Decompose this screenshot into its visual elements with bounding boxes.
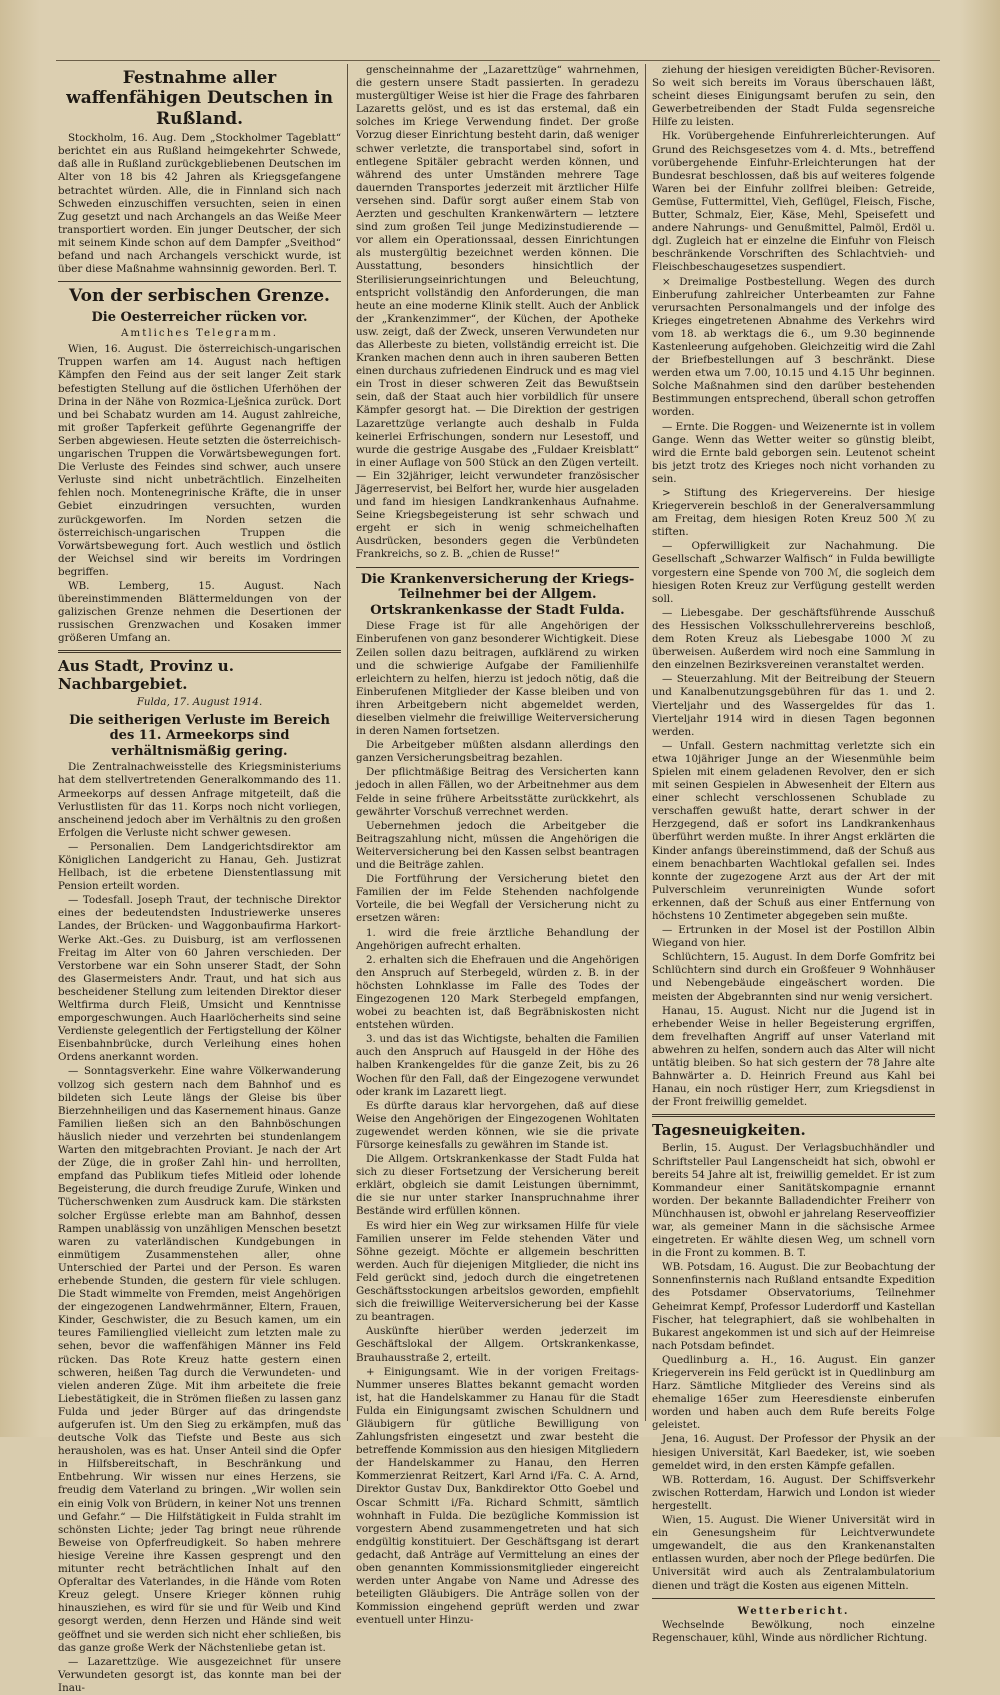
article-kv-intro: Diese Frage ist für alle Angehörigen der Einberufenen von ganz besonderer Wichtigkeit. Diese Zeilen sollen dazu beitragen, aufklärend zu wirken und die schwierige Aufgabe der Familienhilfe erleichtern zu helfen, hierzu ist jedoch nötig, daß die Einberufenen Mitglieder der Kasse bleiben und von ihren Arbeitgebern nicht abgemeldet werden, dieselben vielmehr die freiwillige Weiterversicherung in deren Namen fortsetzen. <box>356 620 639 738</box>
column-3 <box>652 64 935 1644</box>
section-title-tagesneuigkeiten: Tagesneuigkeiten. <box>652 1121 806 1140</box>
headline-verluste: Die seitherigen Verluste im Bereich des 11. Armeekorps sind verhältnismäßig gering. <box>69 712 330 759</box>
divider <box>356 567 639 568</box>
column-rule-1 <box>347 64 348 1421</box>
section-divider <box>58 650 341 653</box>
weather-title: Wetterbericht. <box>737 1604 850 1617</box>
column-2 <box>356 64 639 1627</box>
article-einfuhr: Hk. Vorübergehende Einfuhrerleichterungen. Auf Grund des Reichsgesetzes vom 4. d. Mts., betreffend vorübergehende Einfuhr-Erleichterungen hat der Bundesrat beschlossen, daß bis auf weiteres folgende Waren bei der Einfuhr zollfrei bleiben: Getreide, Gemüse, Futtermittel, Vieh, Geflügel, Fleisch, Fische, Butter, Schmalz, Eier, Käse, Mehl, Speisefett und andere Nahrungs- und Genußmittel, Palmöl, Erdöl u. dgl. Zugleich hat er einzelne die Einfuhr von Fleisch beschränkende Vorschriften des Schlachtvieh- und Fleischbeschaugesetzes suspendiert. <box>652 130 935 274</box>
article-ertrunken: — Ertrunken in der Mosel ist der Postillon Albin Wiegand von hier. <box>652 924 935 950</box>
article-wien: Wien, 16. August. Die österreichisch-ungarischen Truppen warfen am 14. August nach heftigen Kämpfen den Feind aus der seit langer Zeit stark befestigten Stellung auf die östlichen Uferhöhen der Drina in der Nähe von Rozmica-Lješnica zurück. Dort und bei Schabatz wurden am 14. August zahlreiche, mit großer Tapferkeit geführte Gegenangriffe der Serben abgewiesen. Heute setzten die österreichisch-ungarischen Truppen die Vorwärtsbewegungen fort. Die Verluste des Feindes sind schwer, auch unsere Verluste sind nicht unbeträchtlich. Einzelheiten fehlen noch. Montenegrinische Kräfte, die in unser Gebiet einzudringen versuchten, wurden zurückgeworfen. Im Norden setzen die österreichisch-ungarischen Truppen die Vorwärtsbewegung fort. Auch westlich und östlich der Weichsel sind wir bereits im Vordringen begriffen. <box>58 343 341 578</box>
article-rotterdam: WB. Rotterdam, 16. August. Der Schiffsverkehr zwischen Rotterdam, Harwich und London ist wieder hergestellt. <box>652 1473 935 1512</box>
list-item-2: 2. erhalten sich die Ehefrauen und die Angehörigen den Anspruch auf Sterbegeld, würden z. B. in der höchsten Lohnklasse im Falle des Todes der Eingezogenen 120 Mark Sterbegeld empfangen, wobei zu beachten ist, daß Begräbniskosten nicht entstehen würden. <box>356 953 639 1032</box>
headline-festnahme: Festnahme aller waffenfähigen Deutschen in Rußland. <box>66 68 333 129</box>
column-rule-2 <box>645 64 646 1421</box>
divider <box>58 281 341 282</box>
article-kv-auskuenfte: Auskünfte hierüber werden jederzeit im Geschäftslokal der Allgem. Ortskrankenkasse, Brauhausstraße 2, erteilt. <box>356 1325 639 1364</box>
subheadline-oesterreicher: Die Oesterreicher rücken vor. <box>91 309 308 325</box>
article-kv-ortskrankenkasse: Die Allgem. Ortskrankenkasse der Stadt Fulda hat sich zu dieser Fortsetzung der Versicherung bereit erklärt, obgleich sie damit Leistungen übernimmt, die sie nur unter starker Inanspruchnahme ihrer Bestände wird erfüllen können. <box>356 1153 639 1218</box>
headline-serbische-grenze: Von der serbischen Grenze. <box>69 286 330 307</box>
article-kv-weg: Es wird hier ein Weg zur wirksamen Hilfe für viele Familien unserer im Felde stehenden Väter und Söhne gezeigt. Möchte er allgemein beschritten werden. Auch für diejenigen Mitglieder, die nicht ins Feld gerückt sind, jedoch durch die eingetretenen Geschäftsstockungen arbeitslos geworden, empfiehlt sich die freiwillige Weiterversicherung bei der Kasse zu beantragen. <box>356 1219 639 1324</box>
article-opferwilligkeit: — Opferwilligkeit zur Nachahmung. Die Gesellschaft „Schwarzer Walfisch“ in Fulda bewilligte vorgestern eine Spende von 700 ℳ, die sogleich dem hiesigen Roten Kreuz zur Verfügung gestellt werden soll. <box>652 540 935 605</box>
divider <box>652 1598 935 1599</box>
article-todesfall: — Todesfall. Joseph Traut, der technische Direktor eines der bedeutendsten Industriewerke unseres Landes, der Brücken- und Waggonbaufirma Harkort-Werke Akt.-Ges. zu Duisburg, ist am verflossenen Freitag im Alter von 60 Jahren verschieden. Der Verstorbene war ein Sohn unserer Stadt, der Sohn des Glasermeisters Andr. Traut, und hat sich aus bescheidener Stellung zum leitenden Direktor dieser Weltfirma durch Fleiß, Umsicht und Kenntnisse emporgeschwungen. Auch Haarlöcherheits sind seine Verdienste gelegentlich der Fertigstellung der Kölner Eisenbahnbrücke, durch Verleihung eines hohen Ordens anerkannt worden. <box>58 894 341 1064</box>
article-hanau: Hanau, 15. August. Nicht nur die Jugend ist in erhebender Weise in heller Begeisterung ergriffen, dem frevelhaften Angriff auf unser Vaterland mit abwehren zu helfen, sondern auch das Alter will nicht untätig bleiben. So hat sich gestern der 78 Jahre alte Bahnwärter a. D. Heinrich Freund aus Kahl bei Hanau, ein noch rüstiger Herr, zum Kriegsdienst in der Front freiwillig gemeldet. <box>652 1004 935 1109</box>
headline-krankenversicherung: Die Krankenversicherung der Kriegs-Teilnehmer bei der Allgem. Ortskrankenkasse der Stadt Fulda. <box>360 571 635 618</box>
article-schluechtern: Schlüchtern, 15. August. In dem Dorfe Gomfritz bei Schlüchtern sind durch ein Großfeuer 9 Wohnhäuser und Nebengebäude eingeäschert worden. Die meisten der Abgebrannten sind nur wenig versichert. <box>652 951 935 1003</box>
section-divider <box>652 1114 935 1117</box>
article-kv-arbeitgeber: Die Arbeitgeber müßten alsdann allerdings den ganzen Versicherungsbeitrag bezahlen. <box>356 739 639 765</box>
article-zentralnachweisstelle: Die Zentralnachweisstelle des Kriegsministeriums hat dem stellvertretenden Generalkommando des 11. Armeekorps auf dessen Anfrage mitgeteilt, daß die Verlustlisten für das 11. Korps noch nicht vorliegen, anscheinend jedoch aber im Verhältnis zu den großen Erfolgen die Verluste nicht schwer gewesen. <box>58 761 341 839</box>
article-personalien: — Personalien. Dem Landgerichtsdirektor am Königlichen Landgericht zu Hanau, Geh. Justizrat Hellbach, ist die erbetene Dienstentlassung mit Pension erteilt worden. <box>58 840 341 893</box>
list-item-1: 1. wird die freie ärztliche Behandlung der Angehörigen aufrecht erhalten. <box>356 926 639 952</box>
article-wien-universitaet: Wien, 15. August. Die Wiener Universität wird in ein Genesungsheim für Leichtverwundete umgewandelt, die aus den Krankenanstalten entlassen wurden, aber noch der Pflege bedürfen. Die Universität wird auch als Zentralambulatorium dienen und trägt die Kosten aus eigenen Mitteln. <box>652 1514 935 1592</box>
article-kv-wohltaten: Es dürfte daraus klar hervorgehen, daß auf diese Weise den Angehörigen der Eingezogenen Wohltaten zugewendet werden können, wie sie die private Fürsorge keinesfalls zu gewähren im Stande ist. <box>356 1099 639 1151</box>
article-berlin: Berlin, 15. August. Der Verlagsbuchhändler und Schriftsteller Paul Langenscheidt hat sich, obwohl er bereits 54 Jahre alt ist, freiwillig gemeldet. Er ist zum Kommandeur einer Sanitätskompagnie ernannt worden. Der bekannte Balladendichter Freiherr von Münchhausen ist, obwohl er jahrelang Reserveoffizier war, als gemeiner Mann in die sächsische Armee eingetreten. Er wählte diesen Weg, um schnell vorn in die Front zu kommen. B. T. <box>652 1142 935 1260</box>
top-rule <box>56 60 940 61</box>
article-jena: Jena, 16. August. Der Professor der Physik an der hiesigen Universität, Karl Baedeker, ist, wie soeben gemeldet wird, in den ersten Kämpfe gefallen. <box>652 1433 935 1472</box>
dateline-fulda: Fulda, 17. August 1914. <box>136 696 263 709</box>
article-unfall: — Unfall. Gestern nachmittag verletzte sich ein etwa 10jähriger Junge an der Wiesenmühle beim Spielen mit einem geladenen Revolver, den er sich mit seinen Gespielen in Abwesenheit der Eltern aus einer schlecht verschlossenen Schublade zu verschaffen gewußt hatte, derart schwer in der Herzgegend, daß er sofort ins Landkrankenhaus überführt werden mußte. In ihrer Angst erklärten die Kinder anfangs übereinstimmend, daß der Schuß aus einem benachbarten Wachtlokal gefallen sei. Indes konnte der zugezogene Arzt aus der Art der mit Pulverschleim verunreinigten Wunde sofort erkennen, daß der Schuß aus einer Entfernung von höchstens 10 Zentimeter abgegeben sein mußte. <box>652 739 935 922</box>
article-einigungsamt-cont: ziehung der hiesigen vereidigten Bücher-Revisoren. So weit sich bereits im Voraus überschauen läßt, scheint dieses Einigungsamt berufen zu sein, den Gewerbetreibenden der Stadt Fulda segensreiche Hilfe zu leisten. <box>652 64 935 129</box>
article-kriegerverein: > Stiftung des Kriegervereins. Der hiesige Kriegerverein beschloß in der Generalversammlung am Freitag, dem hiesigen Roten Kreuz 500 ℳ zu stiften. <box>652 487 935 539</box>
article-postbestellung: × Dreimalige Postbestellung. Wegen des durch Einberufung zahlreicher Unterbeamten zur Fahne verursachten Personalmangels und der infolge des Krieges eingetretenen Abnahme des Verkehrs wird vom 18. ab werktags die 6., um 9.30 beginnende Kastenleerung aufgehoben. Gleichzeitig wird die Zahl der Briefbestellungen auf 3 beschränkt. Diese werden etwa um 7.00, 10.15 und 4.15 Uhr beginnen. Solche Maßnahmen sind den darüber bestehenden Bestimmungen entsprechend, überall schon getroffen worden. <box>652 275 935 419</box>
list-item-3: 3. und das ist das Wichtigste, behalten die Familien auch den Anspruch auf Hausgeld in der Höhe des halben Krankengeldes für die ganze Zeit, bis zu 26 Wochen für den Fall, daß der Eingezogene verwundet oder krank im Lazarett liegt. <box>356 1033 639 1098</box>
column-1 <box>58 64 341 1694</box>
section-title-stadt: Aus Stadt, Provinz u. Nachbargebiet. <box>58 657 234 694</box>
article-liebesgabe: — Liebesgabe. Der geschäftsführende Ausschuß des Hessischen Volksschullehrervereins beschloß, dem Roten Kreuz als Liebesgabe 1000 ℳ zu überweisen. Außerdem wird noch eine Sammlung in den einzelnen Bezirksvereinen veranstaltet werden. <box>652 606 935 672</box>
article-potsdam: WB. Potsdam, 16. August. Die zur Beobachtung der Sonnenfinsternis nach Rußland entsandte Expedition des Potsdamer Observatoriums, Teilnehmer Geheimrat Kempf, Professor Luderdorff und Kastellan Fischer, hat telegraphiert, daß sie wohlbehalten in Bukarest angekommen ist und sich auf der Heimreise nach Potsdam befindet. <box>652 1261 935 1352</box>
article-kv-beitrag: Der pflichtmäßige Beitrag des Versicherten kann jedoch in allen Fällen, wo der Arbeitnehmer aus dem Felde in seine frühere Arbeitsstätte zurückkehrt, als gewährter Vorschuß verrechnet werden. <box>356 766 639 818</box>
article-einigungsamt: + Einigungsamt. Wie in der vorigen Freitags-Nummer unseres Blattes bekannt gemacht worden ist, hat die Handelskammer zu Hanau für die Stadt Fulda ein Einigungsamt zwischen Schuldnern und Gläubigern für gütliche Bewilligung von Zahlungsfristen eingesetzt und zwar besteht die betreffende Kommission aus den hiesigen Mitgliedern der Handelskammer zu Hanau, den Herren Kommerzienrat Reitzert, Karl Arnd i/Fa. C. A. Arnd, Direktor Gustav Dux, Bankdirektor Otto Goebel und Oscar Schmitt i/Fa. Richard Schmitt, sämtlich wohnhaft in Fulda. Die bezügliche Kommission ist vorgestern Abend zusammengetreten und hat sich endgültig konstituiert. Der Geschäftsgang ist derart gedacht, daß Anträge auf Vermittelung an eines der oben genannten Kommissionsmitglieder eingereicht werden unter Angabe von Name und Adresse des beteiligten Gläubigers. Die Anträge sollen von der Kommission eingehend geprüft werden und zwar eventuell unter Hinzu- <box>356 1365 639 1627</box>
weather-report: Wechselnde Bewölkung, noch einzelne Regenschauer, kühl, Winde aus nördlicher Richtung. <box>652 1618 935 1644</box>
article-sonntagsverkehr: — Sonntagsverkehr. Eine wahre Völkerwanderung vollzog sich gestern nach dem Bahnhof und es bildeten sich Leute längs der Gleise bis über Bierzehnheiligen und das Kasernement hinaus. Ganze Familien ließen sich an den Bahnböschungen häuslich nieder und verzehrten bei stundenlangem Warten den mitgebrachten Proviant. Je nach der Art der Züge, die in großer Zahl hin- und herrollten, empfand das Publikum tiefes Mitleid oder lohende Begeisterung, die durch freudige Zurufe, Winken und Tücherschwenken zum Ausdruck kam. Die stärksten solcher Ergüsse erlebte man am Bahnhof, dessen Rampen unablässig von unzähligen Menschen besetzt waren zu vaterländischen Kundgebungen in einmütigem Zusammenstehen aller, ohne Unterschied der Partei und der Person. Es waren erhebende Stunden, die gestern für viele schlugen. Die Stadt wimmelte von Fremden, meist Angehörigen der eingezogenen Landwehrmänner, Eltern, Frauen, Kinder, Geschwister, die zu Besuch kamen, um ein teures Familienglied vielleicht zum letzten male zu sehen, bevor die waffenfähigen Männer ins Feld rücken. Das Rote Kreuz hatte gestern einen schweren, heißen Tag durch die Verwundeten- und vielen anderen Züge. Mit ihm arbeitete die freie Liebestätigkeit, die in Strömen fließen zu lassen ganz Fulda und jeder Bürger auf das dringendste aufgerufen ist. Um den Sieg zu erkämpfen, muß das deutsche Volk das Tiefste und Beste aus sich herausholen, was es hat. Unser Anteil sind die Opfer in Hilfsbereitschaft, in Beschränkung und Entbehrung. Wir wissen nur eines Herzens, sie freudig dem Vaterland zu bringen. „Wir wollen sein ein einig Volk von Brüdern, in keiner Not uns trennen und Gefahr.“ — Die Hilfstätigkeit in Fulda strahlt im schönsten Lichte; jeder Tag bringt neue rührende Beweise von Opferfreudigkeit. So haben mehrere hiesige Vereine ihre Kassen gesprengt und den mitunter recht beträchtlichen Inhalt auf den Opferaltar des Vaterlandes, in die Hände vom Roten Kreuz gelegt. Unsere Krieger können ruhig hinausziehen, es wird für sie und für Weib und Kind gesorgt werden, denn Herzen und Hände sind weit geöffnet und sie werden sich nicht eher schließen, bis das ganze große Werk der Nächstenliebe getan ist. <box>58 1065 341 1654</box>
article-steuerzahlung: — Steuerzahlung. Mit der Beitreibung der Steuern und Kanalbenutzungsgebühren für das 1. und 2. Vierteljahr und des Wassergeldes für das 1. Vierteljahr 1914 wird in diesen Tagen begonnen werden. <box>652 673 935 738</box>
article-kv-uebernehmen: Uebernehmen jedoch die Arbeitgeber die Beitragszahlung nicht, müssen die Angehörigen die Weiterversicherung bei den Kassen selbst beantragen und die Beiträge zahlen. <box>356 819 639 872</box>
article-lazarettzuege: — Lazarettzüge. Wie ausgezeichnet für unsere Verwundeten gesorgt ist, das konnte man bei der Inau- <box>58 1655 341 1694</box>
telegram-label: Amtliches Telegramm. <box>121 327 278 340</box>
article-ernte: — Ernte. Die Roggen- und Weizenernte ist in vollem Gange. Wenn das Wetter weiter so günstig bleibt, wird die Ernte bald geborgen sein. Leutenot scheint bis jetzt trotz des Krieges noch nicht vorhanden zu sein. <box>652 420 935 485</box>
article-kv-vorteile: Die Fortführung der Versicherung bietet den Familien der im Felde Stehenden nachfolgende Vorteile, die bei Wegfall der Versicherung nicht zu ersetzen wären: <box>356 873 639 925</box>
article-lazarettzuege-cont: genscheinnahme der „Lazarettzüge“ wahrnehmen, die gestern unsere Stadt passierten. In geradezu mustergültiger Weise ist hier die Frage des fahrbaren Lazaretts gelöst, und es ist das erstemal, daß ein solches im Kriege Verwendung findet. Der große Vorzug dieser Einrichtung besteht darin, daß weniger schwer verletzte, die transportabel sind, sofort in entlegene Spitäler gebracht werden können, und während des unter Umständen mehrere Tage dauernden Transportes jederzeit mit ärztlicher Hilfe versehen sind. Dafür sorgt außer einem Stab von Aerzten und geschulten Krankenwärtern — letztere sind zum großen Teil junge Medizinstudierende — vor allem ein Operationssaal, dessen Einrichtungen als mustergültig bezeichnet werden können. Die Ausstattung, besonders hinsichtlich der Sterilisierungseinrichtungen und Beleuchtung, entspricht vollständig den Anforderungen, die man heute an eine moderne Klinik stellt. Auch der Anblick der „Krankenzimmer“, der Küchen, der Apotheke usw. zeigt, daß der Zweck, unseren Verwundeten nur das Allerbeste zu bieten, vollständig erreicht ist. Die Kranken machen denn auch in ihren sauberen Betten einen durchaus zufriedenen Eindruck und es mag viel ein Trost in dieser schweren Zeit das Bewußtsein sein, daß der Staat auch hier vorbildlich für unsere Kämpfer gesorgt hat. — Die Direktion der gestrigen Lazarettzüge verlangte auch deshalb in Fulda keinerlei Erfrischungen, sondern nur Lesestoff, und wurde die gestrige Ausgabe des „Fuldaer Kreisblatt“ in einer Auflage von 500 Stück an den Zügen verteilt. — Ein 32jähriger, leicht verwundeter französischer Jägerreservist, bei Belfort her, wurde hier ausgeladen und fand im hiesigen Landkrankenhaus Aufnahme. Seine Kriegsbegeisterung ist sehr schwach und ergeht er sich in wenig schmeichelhaften Ausdrücken, besonders gegen die Verbündeten Frankreichs, so z. B. „chien de Russe!“ <box>356 64 639 561</box>
article-quedlinburg: Quedlinburg a. H., 16. August. Ein ganzer Kriegerverein ins Feld gerückt ist in Quedlinburg am Harz. Sämtliche Mitglieder des Vereins sind als ehemalige 165er zum Heeresdienste einberufen worden und haben auch dem Rufe bereits Folge geleistet. <box>652 1353 935 1432</box>
article-stockholm: Stockholm, 16. Aug. Dem „Stockholmer Tageblatt“ berichtet ein aus Rußland heimgekehrter Schwede, daß alle in Rußland zurückgebliebenen Deutschen im Alter von 18 bis 42 Jahren als Kriegsgefangene betrachtet würden. Alle, die in Finnland sich nach Schweden einzuschiffen versuchten, seien in einen Zug gesetzt und nach Archangels an das Weiße Meer transportiert worden. Ein junger Deutscher, der sich mit seinem Kinde schon auf dem Dampfer „Sveithod“ befand und nach Archangels verschickt wurde, ist über diese Maßnahme wahnsinnig geworden. Berl. T. <box>58 132 341 276</box>
article-lemberg: WB. Lemberg, 15. August. Nach übereinstimmenden Blättermeldungen von der galizischen Grenze nehmen die Desertionen der russischen Grenzwachen und Kosaken immer größeren Umfang an. <box>58 579 341 645</box>
